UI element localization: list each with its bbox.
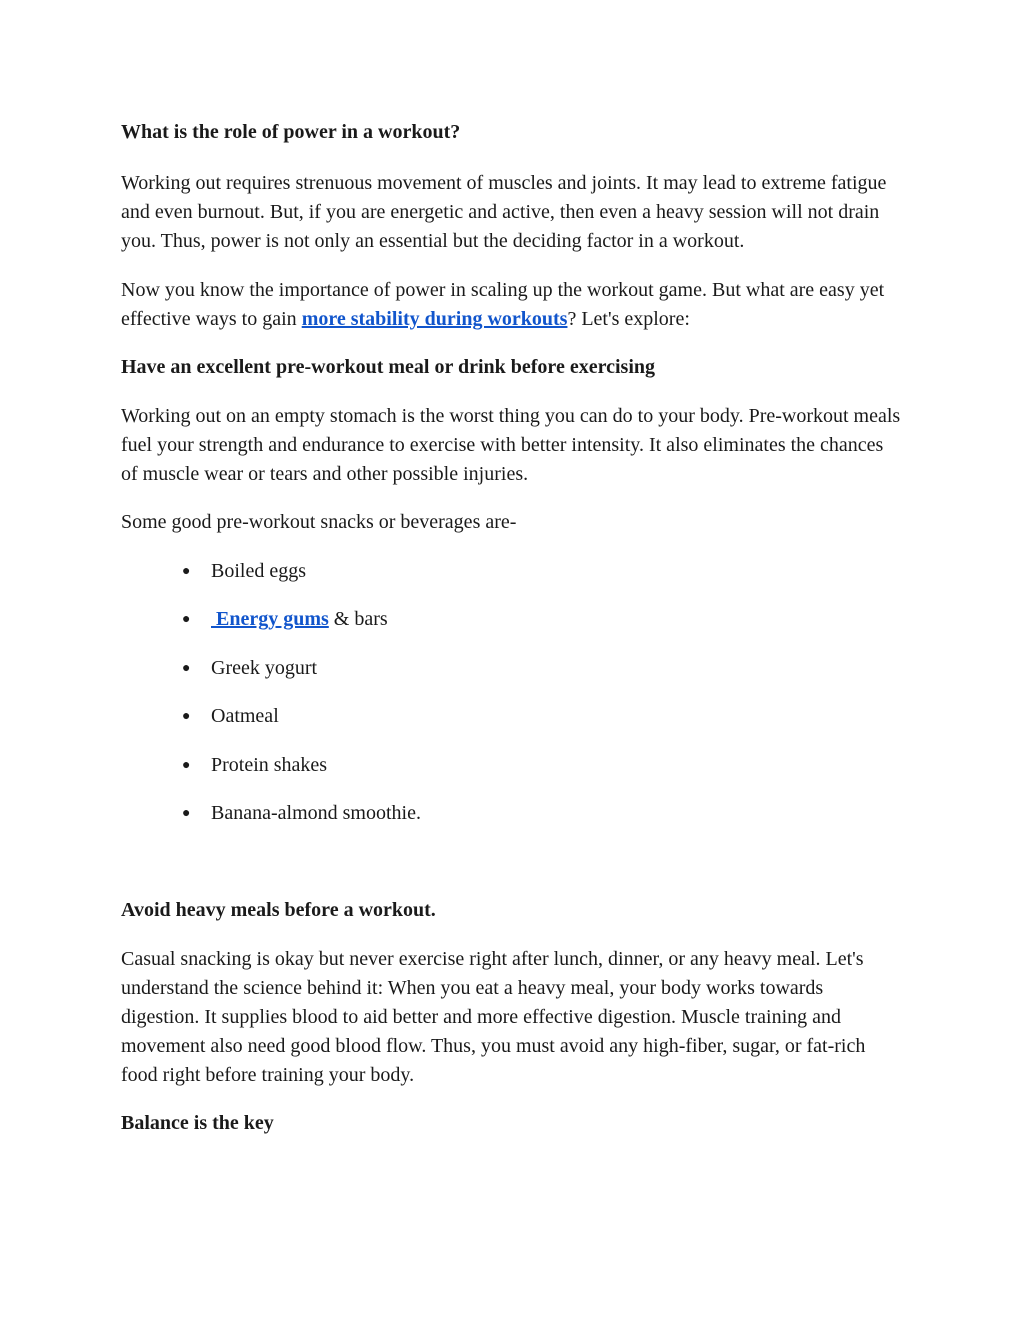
list-item-text: & bars bbox=[328, 608, 388, 630]
bullet-dot-icon: ● bbox=[182, 660, 191, 676]
list-item bbox=[121, 654, 901, 683]
paragraph-importance-tail: ? Let's explore: bbox=[567, 307, 690, 330]
paragraph-importance bbox=[121, 276, 901, 334]
bullet-dot-icon: ● bbox=[182, 563, 191, 579]
bullet-dot-icon: ● bbox=[182, 612, 191, 627]
paragraph-snacks-intro: Some good pre-workout snacks or beverages are- bbox=[121, 511, 517, 533]
stability-link[interactable]: more stability during workouts bbox=[301, 307, 568, 330]
heading-pre-workout-meal: Have an excellent pre-workout meal or drink before exercising bbox=[121, 356, 655, 378]
list-item-text: Banana-almond smoothie. bbox=[211, 802, 421, 824]
document-page bbox=[121, 118, 901, 1138]
bullet-dot-icon: ● bbox=[182, 709, 191, 724]
paragraph-working-out: Working out requires strenuous movement of muscles and joints. It may lead to extreme fatigue and even burnout. But, if you are energetic and active, then even a heavy session will not drain you. Thus, power is not only an essential but the deciding factor in a workout. bbox=[121, 172, 887, 252]
heading-avoid-heavy-meals: Avoid heavy meals before a workout. bbox=[121, 899, 436, 921]
list-item-text: Oatmeal bbox=[211, 705, 279, 727]
list-item bbox=[121, 557, 901, 586]
list-item bbox=[121, 605, 901, 634]
list-item-text: Greek yogurt bbox=[211, 656, 318, 679]
energy-gums-link[interactable]: Energy gums bbox=[211, 608, 329, 630]
bullet-dot-icon: ● bbox=[182, 757, 191, 773]
paragraph-casual-snacking: Casual snacking is okay but never exercise right after lunch, dinner, or any heavy meal. Let's understand the science behind it: When you eat a heavy meal, your body works towards digestion. It supplies blood to aid better and more effective digestion. Muscle training and movement also need good blood flow. Thus, you must avoid any high-fiber, sugar, or fat-rich food right before training your body. bbox=[121, 947, 866, 1086]
bullet-dot-icon: ● bbox=[182, 806, 191, 821]
list-item-text: Boiled eggs bbox=[211, 559, 306, 582]
list-item bbox=[121, 751, 901, 780]
paragraph-empty-stomach: Working out on an empty stomach is the worst thing you can do to your body. Pre-workout meals fuel your strength and endurance to exercise with better intensity. It also eliminates the chances of muscle wear or tears and other possible injuries. bbox=[121, 404, 901, 485]
heading-balance: Balance is the key bbox=[121, 1112, 274, 1134]
snack-list bbox=[121, 557, 901, 829]
heading-power-role: What is the role of power in a workout? bbox=[121, 121, 461, 143]
list-item-text: Protein shakes bbox=[211, 753, 328, 776]
list-item bbox=[121, 799, 901, 828]
paragraph-importance-text: Now you know the importance of power in scaling up the workout game. But what are easy yet effective ways to gain bbox=[121, 278, 885, 330]
list-item bbox=[121, 702, 901, 731]
